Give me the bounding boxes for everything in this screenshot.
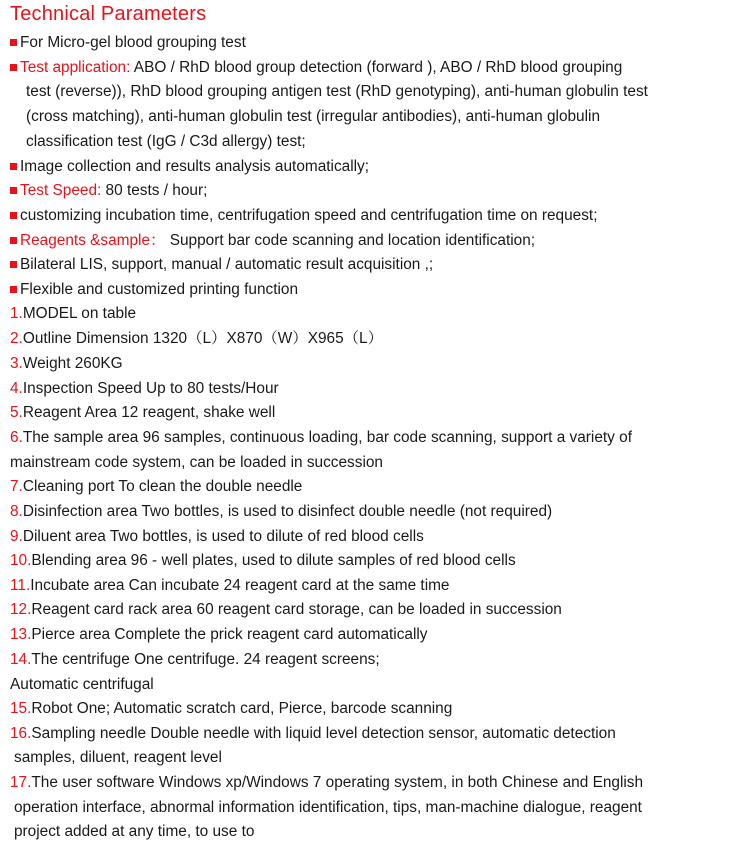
spec-number: 8. bbox=[10, 503, 23, 520]
bullet-icon bbox=[10, 237, 17, 244]
bullet-icon bbox=[10, 286, 17, 293]
spec-item: 13.Pierce area Complete the prick reagent card automatically bbox=[10, 626, 428, 643]
spec-item: 4.Inspection Speed Up to 80 tests/Hour bbox=[10, 380, 279, 397]
spec-number: 11. bbox=[10, 577, 31, 594]
bullet-item: Test application: ABO / RhD blood group detection (forward ), ABO / RhD blood grouping bbox=[10, 56, 622, 80]
spec-item: 9.Diluent area Two bottles, is used to dilute of red blood cells bbox=[10, 528, 424, 545]
spec-number: 4. bbox=[10, 380, 23, 397]
spec-number: 7. bbox=[10, 478, 23, 495]
bullet-item: Flexible and customized printing function bbox=[10, 278, 298, 302]
spec-continuation: operation interface, abnormal information identification, tips, man-machine dialogue, reagent bbox=[14, 799, 642, 816]
bullet-item: Reagents &sample： Support bar code scanning and location identification; bbox=[10, 229, 535, 253]
bullet-label: Test Speed: bbox=[20, 182, 102, 199]
bullet-item: Image collection and results analysis automatically; bbox=[10, 155, 369, 179]
spec-continuation: mainstream code system, can be loaded in succession bbox=[10, 454, 383, 471]
spec-item: 12.Reagent card rack area 60 reagent card storage, can be loaded in succession bbox=[10, 601, 562, 618]
spec-number: 13. bbox=[10, 626, 32, 643]
spec-number: 2. bbox=[10, 330, 23, 347]
spec-item: 2.Outline Dimension 1320（L）X870（W）X965（L） bbox=[10, 330, 383, 347]
bullet-label: Test application: bbox=[20, 59, 131, 76]
spec-continuation: project added at any time, to use to bbox=[14, 823, 255, 840]
bullet-item: customizing incubation time, centrifugation speed and centrifugation time on request; bbox=[10, 204, 598, 228]
spec-number: 16. bbox=[10, 725, 32, 742]
bullet-icon bbox=[10, 163, 17, 170]
bullet-icon bbox=[10, 64, 17, 71]
spec-number: 14. bbox=[10, 651, 32, 668]
spec-number: 9. bbox=[10, 528, 23, 545]
spec-continuation: Automatic centrifugal bbox=[10, 676, 154, 693]
spec-number: 10. bbox=[10, 552, 32, 569]
spec-item: 8.Disinfection area Two bottles, is used to disinfect double needle (not required) bbox=[10, 503, 553, 520]
bullet-continuation: classification test (IgG / C3d allergy) test; bbox=[26, 133, 306, 150]
bullet-item: For Micro-gel blood grouping test bbox=[10, 31, 246, 55]
spec-number: 12. bbox=[10, 601, 32, 618]
bullet-icon bbox=[10, 39, 17, 46]
bullet-icon bbox=[10, 261, 17, 268]
bullet-icon bbox=[10, 212, 17, 219]
spec-number: 5. bbox=[10, 404, 23, 421]
spec-item: 6.The sample area 96 samples, continuous loading, bar code scanning, support a variety of bbox=[10, 429, 632, 446]
bullet-continuation: (cross matching), anti-human globulin test (irregular antibodies), anti-human globulin bbox=[26, 108, 601, 125]
spec-item: 15.Robot One; Automatic scratch card, Pierce, barcode scanning bbox=[10, 700, 453, 717]
spec-number: 1. bbox=[10, 305, 23, 322]
spec-item: 7.Cleaning port To clean the double needle bbox=[10, 478, 303, 495]
spec-number: 17. bbox=[10, 774, 32, 791]
spec-item: 14.The centrifuge One centrifuge. 24 reagent screens; bbox=[10, 651, 380, 668]
bullet-continuation: test (reverse)), RhD blood grouping antigen test (RhD genotyping), anti-human globulin test bbox=[26, 83, 648, 100]
bullet-icon bbox=[10, 187, 17, 194]
spec-item: 10.Blending area 96 - well plates, used to dilute samples of red blood cells bbox=[10, 552, 516, 569]
bullet-label: Reagents &sample： bbox=[20, 232, 166, 249]
bullet-item: Test Speed: 80 tests / hour; bbox=[10, 179, 207, 203]
spec-number: 15. bbox=[10, 700, 32, 717]
spec-item: 16.Sampling needle Double needle with liquid level detection sensor, automatic detection bbox=[10, 725, 616, 742]
spec-number: 3. bbox=[10, 355, 23, 372]
spec-continuation: samples, diluent, reagent level bbox=[14, 749, 222, 766]
spec-item: 17.The user software Windows xp/Windows 7 operating system, in both Chinese and English bbox=[10, 774, 644, 791]
spec-item: 11.Incubate area Can incubate 24 reagent card at the same time bbox=[10, 577, 450, 594]
spec-item: 5.Reagent Area 12 reagent, shake well bbox=[10, 404, 276, 421]
spec-item: 1.MODEL on table bbox=[10, 305, 137, 322]
spec-number: 6. bbox=[10, 429, 23, 446]
spec-item: 3.Weight 260KG bbox=[10, 355, 123, 372]
page-title: Technical Parameters bbox=[10, 3, 207, 25]
bullet-item: Bilateral LIS, support, manual / automatic result acquisition ,; bbox=[10, 253, 433, 277]
